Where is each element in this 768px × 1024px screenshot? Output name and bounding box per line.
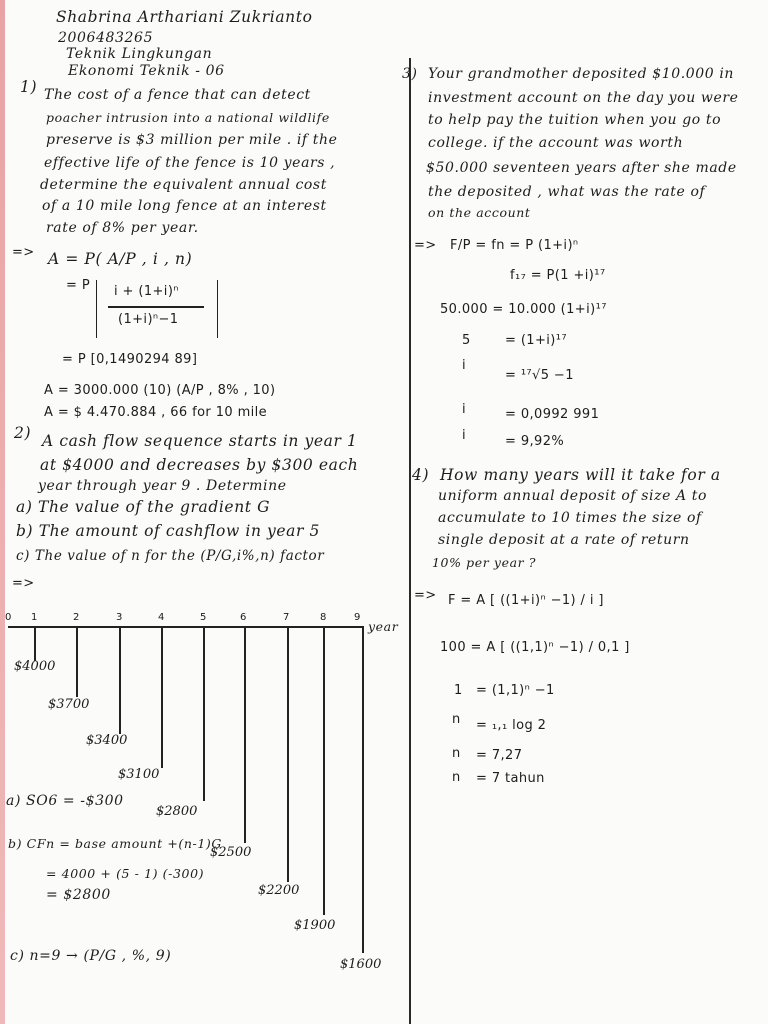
cashflow-amount: $2500 [210,845,252,860]
q4-line: uniform annual deposit of size A to [438,488,708,504]
cashflow-arrow [323,627,325,915]
q1-line: effective life of the fence is 10 years , [44,155,336,171]
q1-line: determine the equivalent annual cost [40,177,327,193]
timeline-tick-label: 9 [354,612,361,623]
q1-calc-2: A = $ 4.470.884 , 66 for 10 mile [44,405,268,420]
timeline-tick-label: 4 [158,612,165,623]
q3-line: Your grandmother deposited $10.000 in [428,66,735,82]
student-major: Teknik Lingkungan [66,46,213,62]
cashflow-arrow [34,627,36,661]
cashflow-arrow [244,627,246,843]
q1-fraction-bar [108,306,204,308]
q3-step-1: F/P = fn = P (1+i)ⁿ [450,238,579,253]
q1-formula-2-denominator: (1+i)ⁿ−1 [118,312,179,327]
q4-step-4-rhs: = ₁,₁ log 2 [476,718,547,733]
cashflow-amount: $3100 [118,767,160,782]
q1-formula-1: A = P( A/P , i , n) [48,250,193,268]
q1-line: of a 10 mile long fence at an interest [42,198,327,214]
q2-answer-b-2: = 4000 + (5 - 1) (-300) [46,866,205,881]
q3-step-2: f₁₇ = P(1 +i)¹⁷ [510,268,606,283]
q4-step-5-lhs: n [452,746,461,761]
q4-line: How many years will it take for a [440,466,721,484]
q3-line: investment account on the day you were [428,90,739,106]
cashflow-amount: $1600 [340,957,382,972]
q2-item-a: a) The value of the gradient G [16,498,271,516]
cashflow-arrow [119,627,121,734]
q1-formula-3: = P [0,1490294 89] [62,352,198,367]
cashflow-amount: $3700 [48,697,90,712]
q3-step-5-lhs: i [462,358,467,373]
q3-step-6-lhs: i [462,402,467,417]
timeline-tick-label: 7 [283,612,290,623]
q2-answer-c: c) n=9 → (P/G , %, 9) [10,948,172,964]
q1-arrow: => [12,245,35,260]
q3-step-4-rhs: = (1+i)¹⁷ [505,333,567,348]
cashflow-arrow [76,627,78,697]
timeline-tick-label: 6 [240,612,247,623]
q1-calc-1: A = 3000.000 (10) (A/P , 8% , 10) [44,383,276,398]
q3-arrow: => [414,238,437,253]
q2-line: at $4000 and decreases by $300 each [40,456,359,474]
q2-answer-b-1: b) CFn = base amount +(n-1)G [8,836,222,851]
cashflow-amount: $4000 [14,659,56,674]
timeline-tick-label: 0 [5,612,12,623]
timeline-axis [8,626,364,628]
timeline-tick-label: 8 [320,612,327,623]
column-divider [409,58,411,1024]
q3-line: to help pay the tuition when you go to [428,112,722,128]
q2-answer-a: a) SO6 = -$300 [6,793,124,809]
cashflow-arrow [203,627,205,801]
q3-step-3: 50.000 = 10.000 (1+i)¹⁷ [440,302,607,317]
q1-line: preserve is $3 million per mile . if the [46,132,338,148]
timeline-tick-label: 3 [116,612,123,623]
student-id: 2006483265 [58,30,154,46]
course-name: Ekonomi Teknik - 06 [68,63,225,79]
q3-line: on the account [428,205,531,220]
q1-number: 1) [20,78,38,96]
q3-number: 3) [402,66,418,82]
q1-line: The cost of a fence that can detect [44,87,311,103]
q4-step-3-lhs: 1 [454,683,463,698]
q3-line: $50.000 seventeen years after she made [426,160,737,176]
q3-step-5-rhs: = ¹⁷√5 −1 [505,368,574,383]
q1-formula-2-prefix: = P [66,278,91,293]
q3-step-4-lhs: 5 [462,333,471,348]
cashflow-amount: $3400 [86,733,128,748]
q4-step-6-lhs: n [452,770,461,785]
q2-number: 2) [14,424,32,442]
q2-arrow: => [12,576,35,591]
q4-step-6-rhs: = 7 tahun [476,771,545,786]
timeline-year-label: year [368,619,399,634]
cashflow-arrow [161,627,163,768]
q4-line: single deposit at a rate of return [438,532,690,548]
q1-formula-2-numerator: i + (1+i)ⁿ [114,284,179,299]
timeline-tick-label: 2 [73,612,80,623]
cashflow-arrow [362,627,364,953]
q3-line: college. if the account was worth [428,135,684,151]
q2-item-b: b) The amount of cashflow in year 5 [16,522,321,540]
q3-step-7-lhs: i [462,428,467,443]
student-name: Shabrina Arthariani Zukrianto [56,8,313,26]
q3-step-7-rhs: = 9,92% [505,434,565,449]
timeline-tick-label: 1 [31,612,38,623]
cashflow-arrow [287,627,289,882]
timeline-tick-label: 5 [200,612,207,623]
cashflow-amount: $1900 [294,918,336,933]
q4-line: accumulate to 10 times the size of [438,510,702,526]
q3-line: the deposited , what was the rate of [428,184,706,200]
q1-line: rate of 8% per year. [46,220,199,236]
q2-line: year through year 9 . Determine [38,478,287,494]
q1-line: poacher intrusion into a national wildlife [46,110,330,125]
q4-step-3-rhs: = (1,1)ⁿ −1 [476,683,555,698]
q4-step-4-lhs: n [452,712,461,727]
q4-step-1: F = A [ ((1+i)ⁿ −1) / i ] [448,593,604,608]
q2-item-c: c) The value of n for the (P/G,i%,n) factor [16,548,325,564]
q4-arrow: => [414,588,437,603]
q2-line: A cash flow sequence starts in year 1 [42,432,358,450]
q2-answer-b-3: = $2800 [46,887,111,903]
q4-step-2: 100 = A [ ((1,1)ⁿ −1) / 0,1 ] [440,640,630,655]
q4-number: 4) [412,466,430,484]
q4-line: 10% per year ? [432,555,537,570]
q3-step-6-rhs: = 0,0992 991 [505,407,600,422]
q4-step-5-rhs: = 7,27 [476,748,523,763]
cashflow-amount: $2200 [258,883,300,898]
notebook-margin-stripe [0,0,5,1024]
cashflow-amount: $2800 [156,804,198,819]
